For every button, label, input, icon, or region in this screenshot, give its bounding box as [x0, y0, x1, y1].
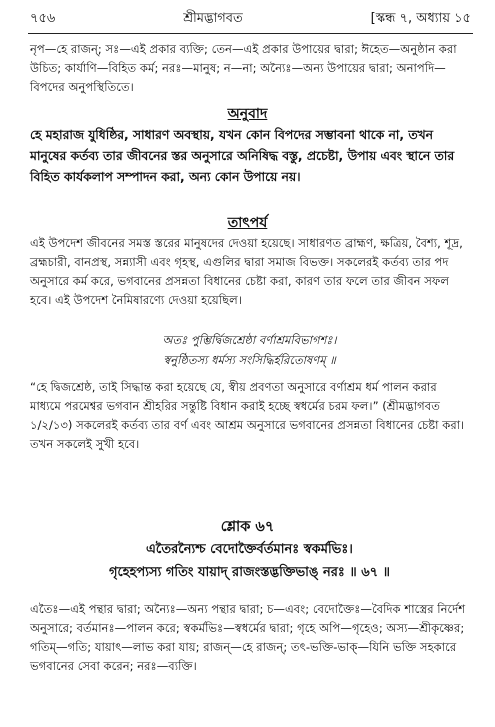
- shloka-text: [30, 538, 469, 584]
- shloka-line-2: গৃহেহপ্যস্য গতিং যায়াদ্‌ রাজংস্তদ্ভক্তিভাঙ্‌ নরঃ ॥ ৬৭ ॥: [109, 565, 390, 580]
- purport-heading: তাৎপর্য: [227, 215, 268, 231]
- purport-paragraph-2: “হে দ্বিজশ্রেষ্ঠ, তাই সিদ্ধান্ত করা হয়েছে যে, স্বীয় প্রবণতা অনুসারে বর্ণাশ্রম ধর্ম পালন করার মাধ্যমে পরমেশ্বর ভগবান শ্রীহরির সন্তুষ্টি বিধান করাই হচ্ছে স্বধর্মের চরম ফল।” (শ্রীমদ্ভাগবত ১/২/১৩) সকলেরই কর্তব্য তার বর্ণ এবং আশ্রম অনুসারে ভগবানের প্রসন্নতা বিধানের চেষ্টা করা। তখন সকলেই সুখী হবে।: [30, 380, 465, 451]
- page-number: ৭৫৬: [30, 10, 56, 26]
- canto-chapter: [স্কন্ধ ৭, অধ্যায় ১৫: [370, 10, 471, 26]
- translation-heading: অনুবাদ: [227, 106, 268, 122]
- shloka-line-1: এতৈরন্যৈশ্চ বেদোক্তৈর্বর্তমানঃ স্বকর্মভিঃ।: [146, 542, 353, 557]
- purport-paragraph-1: এই উপদেশ জীবনের সমস্ত স্তরের মানুষদের দেওয়া হয়েছে। সাধারণত ব্রাহ্মণ, ক্ষত্রিয়, বৈশ্য, শূদ্র, ব্রহ্মচারী, বানপ্রস্থ, সন্ন্যাসী এবং গৃহস্থ, এগুলির দ্বারা সমাজ বিভক্ত। সকলেরই কর্তব্য তার পদ অনুসারে কর্ম করে, ভগবানের প্রসন্নতা বিধানের চেষ্টা করা, কারণ তার ফলে তার জীবন সফল হবে। এই উপদেশ নৈমিষারণ্যে দেওয়া হয়েছিল।: [30, 236, 463, 307]
- word-meanings-bottom: এতৈঃ—এই পন্থার দ্বারা; অন্যৈঃ—অন্য পন্থার দ্বারা; চ—এবং; বেদোক্তৈঃ—বৈদিক শাস্ত্রের নির্দেশ অনুসারে; বর্তমানঃ—পালন করে; স্বকর্মভিঃ—স্বধর্মের দ্বারা; গৃহে অপি—গৃহেও; অস্য—শ্রীকৃষ্ণের; গতিম্‌—গতি; যায়াৎ—লাভ করা যায়; রাজন্‌—হে রাজন্‌; তৎ-ভক্তি-ভাক্‌—যিনি ভক্তি সহকারে ভগবানের সেবা করেন; নরঃ—ব্যক্তি।: [30, 602, 466, 673]
- page-header: [30, 8, 471, 30]
- shloka-number: শ্লোক ৬৭: [220, 519, 275, 535]
- word-meanings-top: নৃপ—হে রাজন্‌; সঃ—এই প্রকার ব্যক্তি; তেন—এই প্রকার উপায়ের দ্বারা; ঈহেত—অনুষ্ঠান করা উচিত; কার্যাণি—বিহিত কর্ম; নরঃ—মানুষ; ন—না; অন্যৈঃ—অন্য উপায়ের দ্বারা; অনাপদি—বিপদের অনুপস্থিতিতে।: [30, 42, 457, 94]
- quoted-verse-line-1: অতঃ পুম্ভির্দ্বিজশ্রেষ্ঠা বর্ণাশ্রমবিভাগশঃ।: [162, 333, 337, 347]
- translation-text: হে মহারাজ যুধিষ্ঠির, সাধারণ অবস্থায়, যখন কোন বিপদের সম্ভাবনা থাকে না, তখন মানুষের কর্তব্য তার জীবনের স্তর অনুসারে অনিষিদ্ধ বস্তু, প্রচেষ্টা, উপায় এবং স্থানে তার বিহিত কার্যকলাপ সম্পাদন করা, অন্য কোন উপায়ে নয়।: [30, 128, 455, 184]
- book-title: শ্রীমদ্ভাগবত: [183, 10, 243, 26]
- header-rule: [28, 33, 473, 34]
- quoted-verse-line-2: স্বনুষ্ঠিতস্য ধর্মস্য সংসিদ্ধির্হরিতোষণম্‌ ॥: [163, 353, 336, 367]
- quoted-verse: [30, 330, 469, 370]
